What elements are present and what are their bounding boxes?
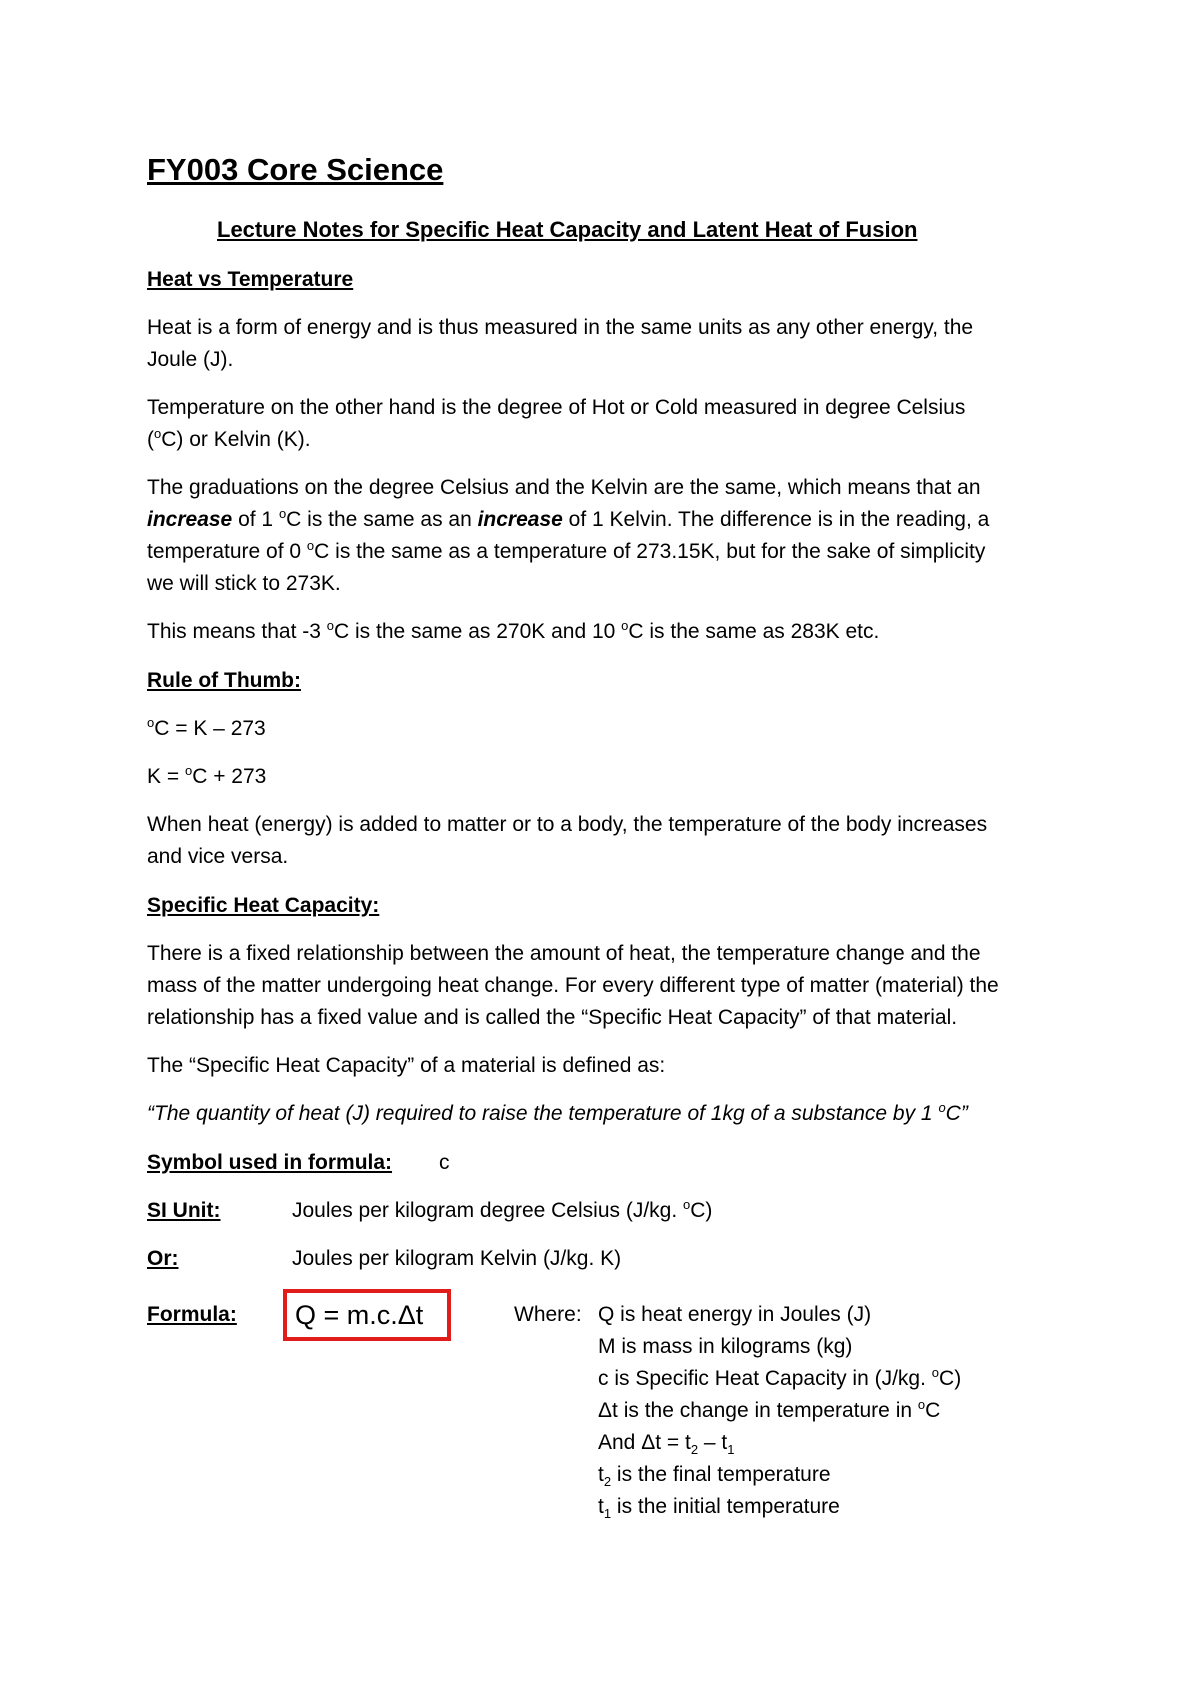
or-value: Joules per kilogram Kelvin (J/kg. K) bbox=[292, 1247, 622, 1270]
where-line-t2: $t_2$ is the final temperature bbox=[598, 1463, 831, 1490]
where-line-q: Q is heat energy in Joules (J) bbox=[598, 1303, 872, 1326]
heading-heat-vs-temperature: Heat vs Temperature bbox=[147, 268, 354, 291]
si-unit-value: Joules per kilogram degree Celsius (J/kg. $^o$C) bbox=[292, 1197, 713, 1222]
definition-quote: “The quantity of heat (J) required to raise the temperature of 1kg of a substance by 1 $^o$C” bbox=[147, 1100, 968, 1125]
equation-celsius: $^o$C = K – 273 bbox=[147, 715, 266, 740]
heading-specific-heat-capacity: Specific Heat Capacity: bbox=[147, 894, 380, 917]
paragraph-line: temperature of 0 $^o$C is the same as a temperature of 273.15K, but for the sake of simplicity bbox=[147, 538, 986, 563]
paragraph-line: When heat (energy) is added to matter or to a body, the temperature of the body increases bbox=[147, 813, 988, 836]
paragraph-line: This means that -3 $^o$C is the same as 270K and 10 $^o$C is the same as 283K etc. bbox=[147, 618, 880, 643]
where-line-and: And $\Delta t = t_2 - t_1$ bbox=[598, 1431, 735, 1458]
si-unit-label: SI Unit: bbox=[147, 1199, 221, 1222]
where-line-delta-t: Δt is the change in temperature in $^o$C bbox=[598, 1397, 941, 1422]
heading-rule-of-thumb: Rule of Thumb: bbox=[147, 669, 301, 692]
paragraph-line: There is a fixed relationship between the amount of heat, the temperature change and the bbox=[147, 942, 981, 965]
where-line-m: M is mass in kilograms (kg) bbox=[598, 1335, 853, 1358]
symbol-label: Symbol used in formula: bbox=[147, 1151, 393, 1174]
where-line-t1: $t_1$ is the initial temperature bbox=[598, 1495, 840, 1522]
paragraph-line: The “Specific Heat Capacity” of a material is defined as: bbox=[147, 1054, 666, 1077]
equation-kelvin: K = $^o$C + 273 bbox=[147, 763, 267, 788]
where-label: Where: bbox=[514, 1303, 582, 1326]
or-label: Or: bbox=[147, 1247, 179, 1270]
paragraph-line: The graduations on the degree Celsius and the Kelvin are the same, which means that an bbox=[147, 476, 981, 499]
where-line-c: c is Specific Heat Capacity in (J/kg. $^o$C) bbox=[598, 1365, 962, 1390]
paragraph-line: Temperature on the other hand is the degree of Hot or Cold measured in degree Celsius bbox=[147, 396, 966, 419]
paragraph-line: Heat is a form of energy and is thus measured in the same units as any other energy, the bbox=[147, 316, 974, 339]
document-title: FY003 Core Science bbox=[147, 152, 444, 187]
formula-box: Q = m.c.Δt bbox=[283, 1289, 451, 1341]
paragraph-line: ($^o$C) or Kelvin (K). bbox=[147, 426, 311, 451]
paragraph-line: mass of the matter undergoing heat change. For every different type of matter (material) the bbox=[147, 974, 999, 997]
document-subtitle: Lecture Notes for Specific Heat Capacity and Latent Heat of Fusion bbox=[217, 217, 918, 242]
paragraph-line: we will stick to 273K. bbox=[147, 572, 341, 595]
paragraph-line: increase of 1 $^o$C is the same as an increase of 1 Kelvin. The difference is in the reading, a bbox=[147, 506, 990, 531]
formula-label: Formula: bbox=[147, 1303, 237, 1326]
paragraph-line: relationship has a fixed value and is called the “Specific Heat Capacity” of that material. bbox=[147, 1006, 958, 1029]
paragraph-line: Joule (J). bbox=[147, 348, 234, 371]
symbol-value: c bbox=[439, 1151, 450, 1174]
paragraph-line: and vice versa. bbox=[147, 845, 289, 868]
